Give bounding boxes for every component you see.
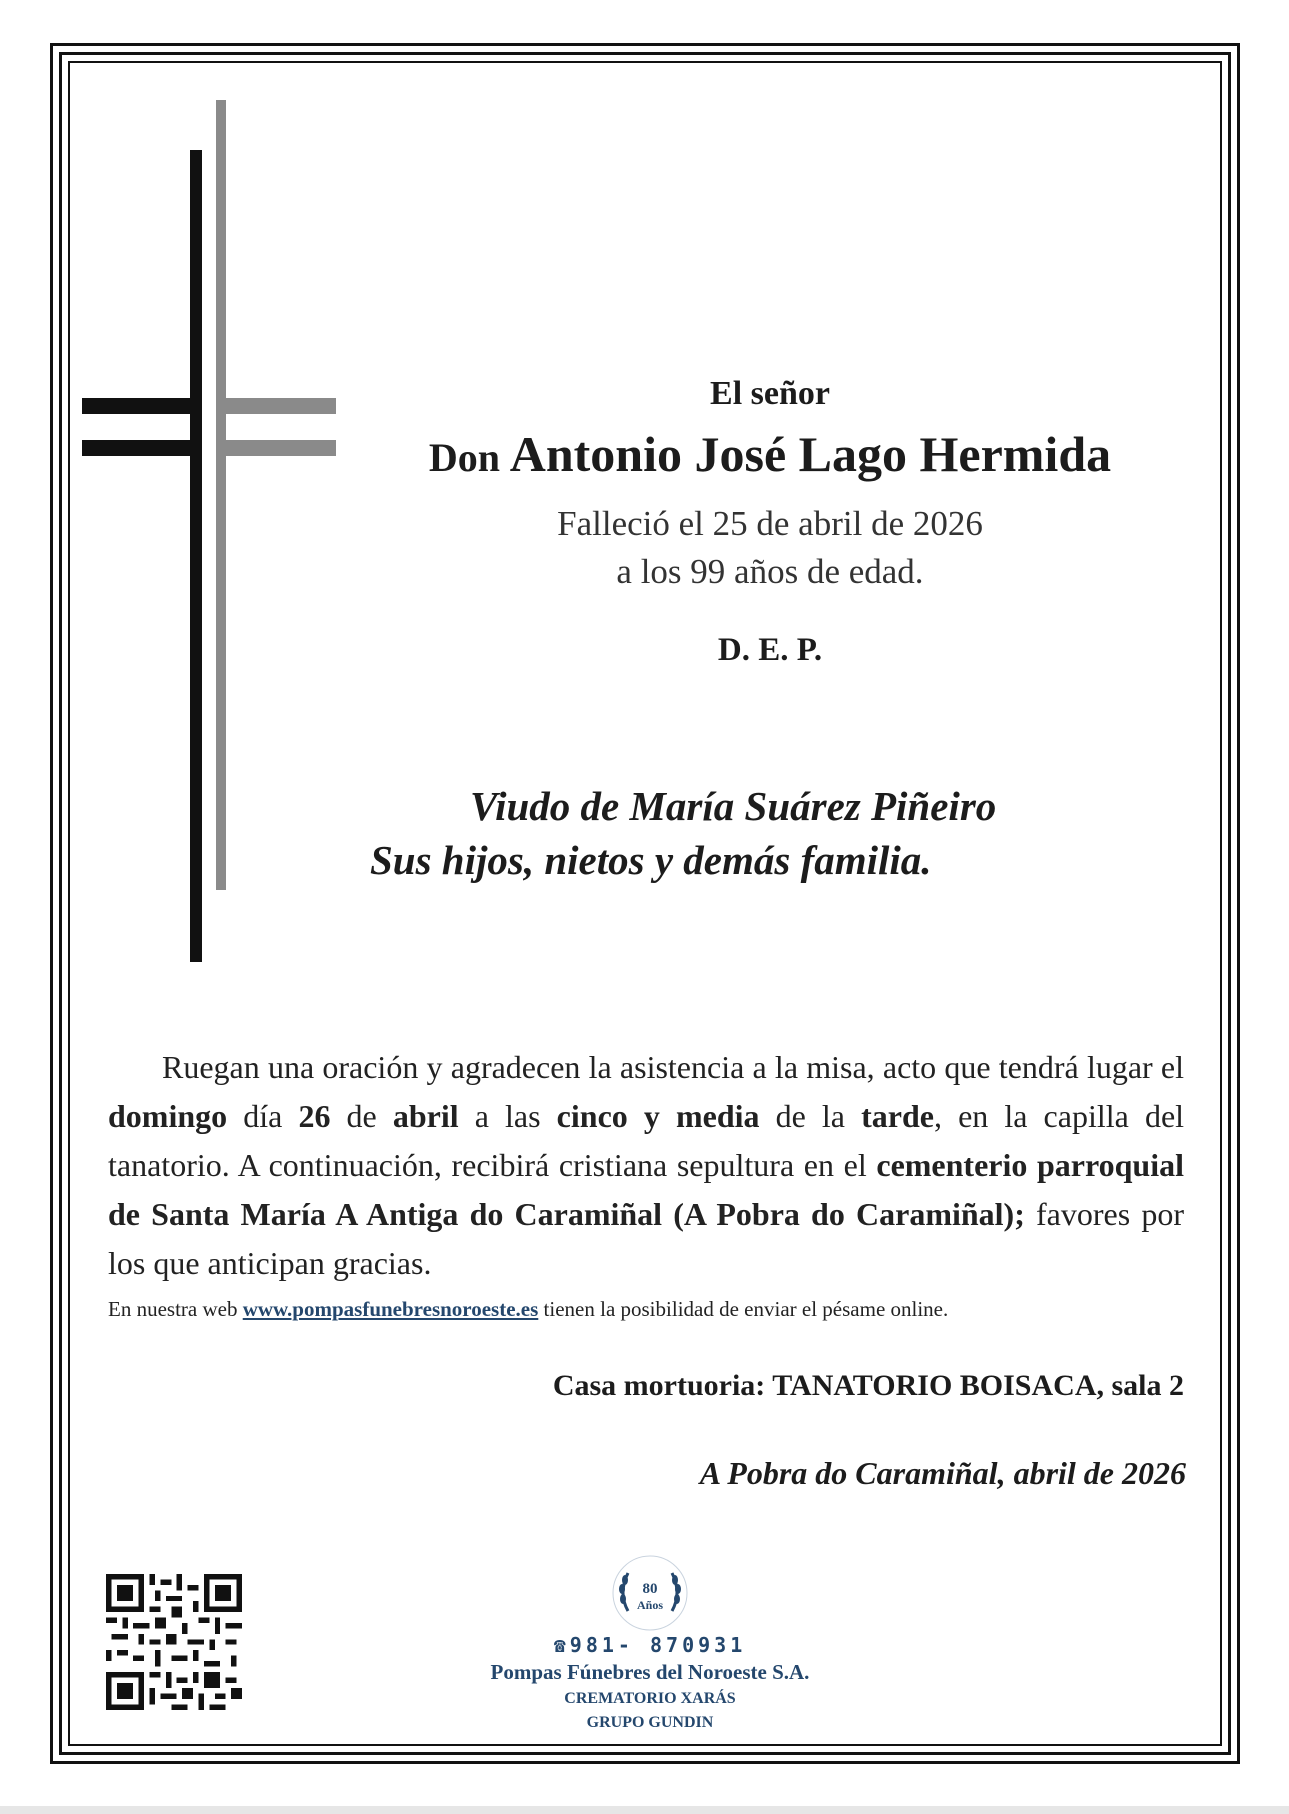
grupo-name: GRUPO GUNDIN bbox=[586, 1714, 714, 1731]
seal-number: 80 bbox=[642, 1581, 658, 1597]
anniversary-seal bbox=[610, 1553, 690, 1633]
website-link[interactable]: www.pompasfunebresnoroeste.es bbox=[242, 1297, 539, 1321]
ceremony-text: de bbox=[330, 1098, 393, 1134]
place-date: A Pobra do Caramiñal, abril de 2026 bbox=[699, 1455, 1186, 1491]
ceremony-time: cinco y media bbox=[556, 1098, 760, 1134]
ceremony-month: abril bbox=[392, 1098, 459, 1134]
phone-line bbox=[440, 1633, 860, 1657]
casa-place: TANATORIO BOISACA bbox=[772, 1369, 1097, 1402]
family-line: Sus hijos, nietos y demás familia. bbox=[370, 837, 932, 883]
dep-text: D. E. P. bbox=[717, 632, 823, 668]
phone-number: 981- 870931 bbox=[569, 1633, 747, 1657]
ceremony-text: a las bbox=[458, 1098, 557, 1134]
title-prefix: El señor bbox=[710, 375, 830, 412]
bottom-bar bbox=[0, 1806, 1289, 1814]
ceremony-text: día bbox=[227, 1098, 299, 1134]
ceremony-paragraph bbox=[108, 1043, 1184, 1288]
honorific: Don bbox=[428, 435, 500, 480]
widow-line: Viudo de María Suárez Piñeiro bbox=[470, 783, 997, 829]
crematorio-name: CREMATORIO XARÁS bbox=[564, 1690, 736, 1707]
casa-mortuoria bbox=[553, 1369, 1184, 1403]
casa-label: Casa mortuoria: bbox=[552, 1369, 773, 1402]
ceremony-text: , en la capilla del tanatorio. A continuación, recibirá cristiana sepultura en el bbox=[108, 1098, 1185, 1183]
cemetery-name: cementerio parroquial de Santa María A Antiga do Caramiñal (A Pobra do Caramiñal); bbox=[108, 1147, 1185, 1232]
ceremony-text: favores por los que anticipan gracias. bbox=[108, 1196, 1185, 1281]
deceased-name: Antonio José Lago Hermida bbox=[509, 426, 1112, 482]
casa-sala: , sala 2 bbox=[1096, 1369, 1184, 1402]
company-name: Pompas Fúnebres del Noroeste S.A. bbox=[490, 1660, 810, 1684]
seal-text: Años bbox=[636, 1598, 664, 1612]
ceremony-text: Ruegan una oración y agradecen la asistencia a la misa, acto que tendrá lugar el bbox=[162, 1049, 1184, 1085]
ceremony-day: domingo bbox=[108, 1098, 228, 1134]
ceremony-part-of-day: tarde bbox=[861, 1098, 934, 1134]
telephone-icon: ☎ bbox=[553, 1633, 570, 1657]
web-note-prefix: En nuestra web bbox=[108, 1297, 243, 1321]
death-info bbox=[330, 500, 1210, 596]
qr-code[interactable] bbox=[106, 1574, 242, 1710]
ceremony-day-number: 26 bbox=[298, 1098, 331, 1134]
deceased-name-line bbox=[330, 428, 1210, 481]
web-note-suffix: tienen la posibilidad de enviar el pésame online. bbox=[538, 1297, 949, 1321]
death-date: Falleció el 25 de abril de 2026 bbox=[557, 504, 983, 543]
age: a los 99 años de edad. bbox=[616, 552, 924, 591]
ceremony-text: de la bbox=[759, 1098, 862, 1134]
web-note bbox=[108, 1297, 1188, 1322]
cross-icon bbox=[80, 100, 340, 980]
